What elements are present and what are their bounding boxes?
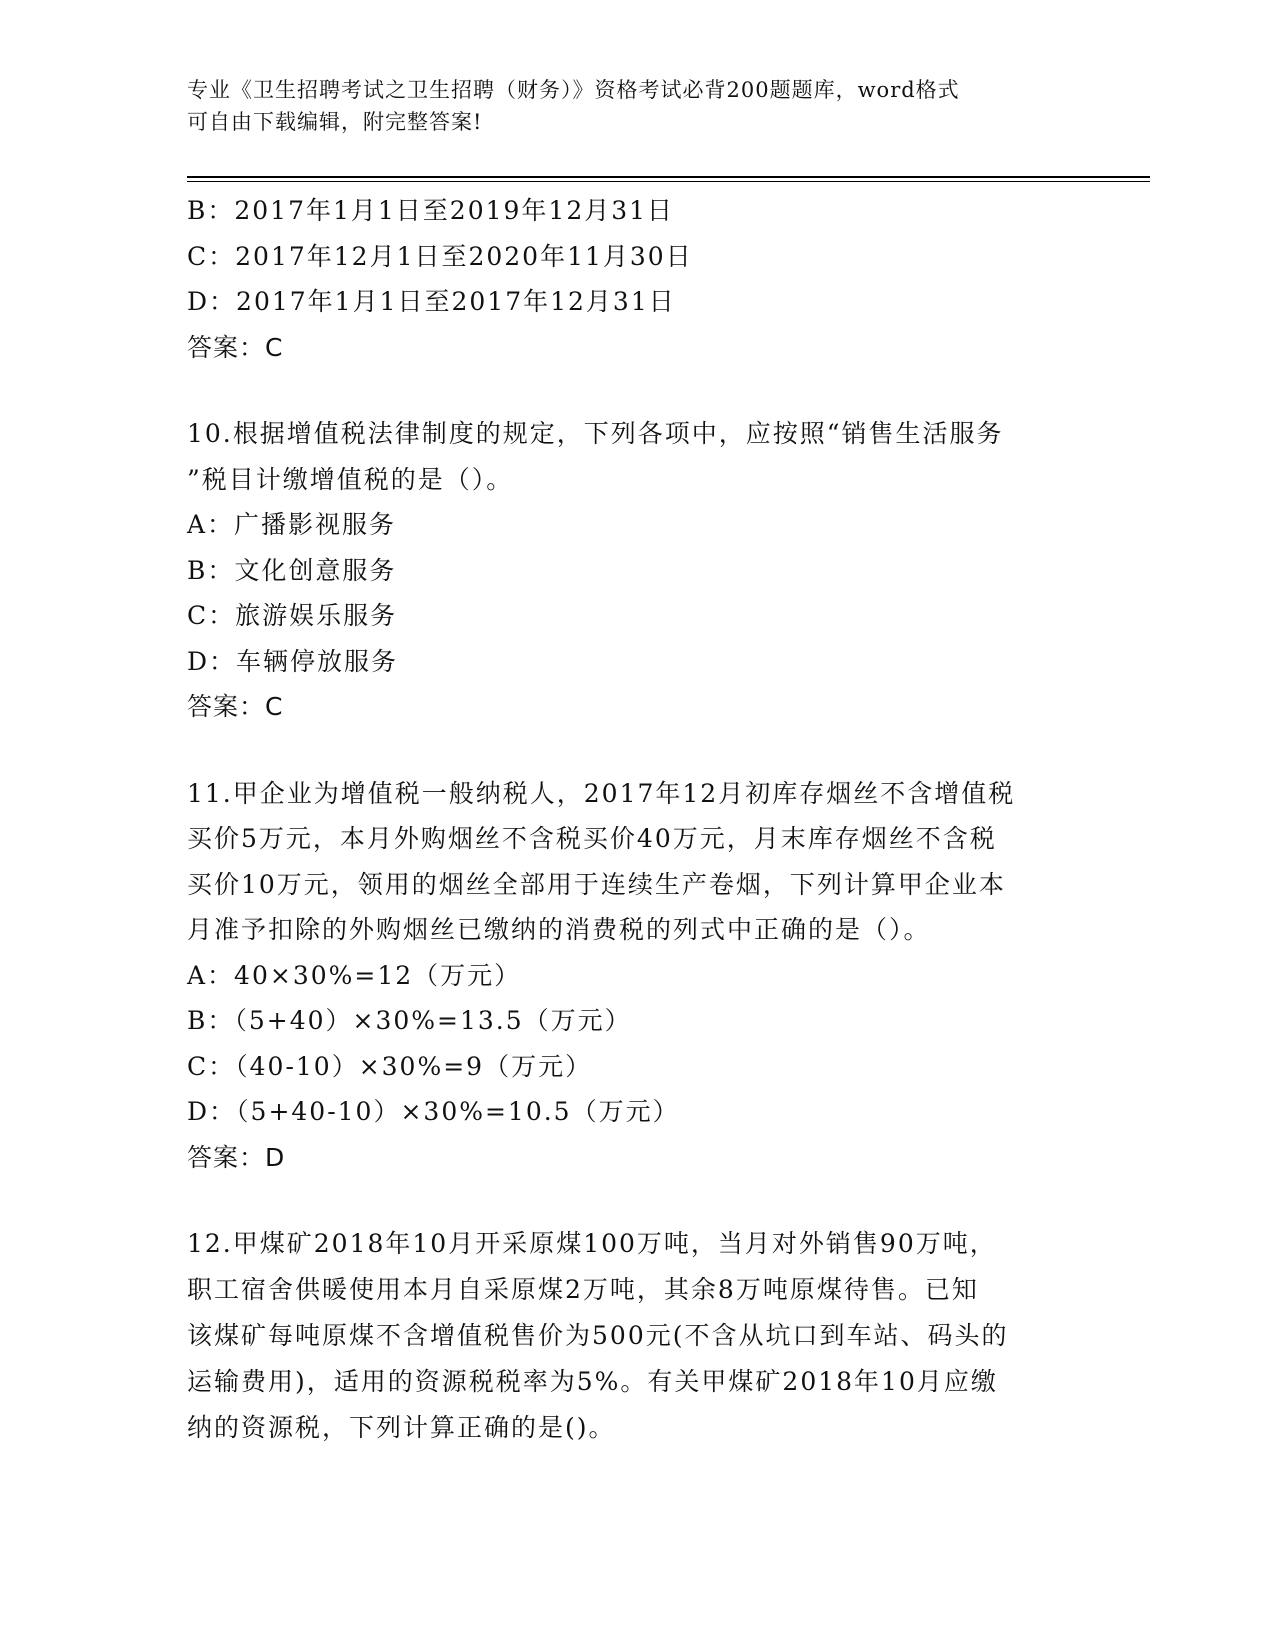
question-9-tail (187, 188, 1087, 370)
option-d: D：（5+40-10）×30%=10.5（万元） (187, 1097, 680, 1126)
question-stem-line: 11.甲企业为增值税一般纳税人，2017年12月初库存烟丝不含增值税 (187, 778, 1016, 808)
option-c: C：旅游娱乐服务 (187, 601, 398, 630)
question-stem-line: 买价5万元，本月外购烟丝不含税买价40万元，月末库存烟丝不含税 (187, 824, 997, 853)
question-12 (187, 1221, 1087, 1451)
option-d: D：车辆停放服务 (187, 646, 399, 676)
question-10 (187, 411, 1087, 730)
header-rule-thin (187, 181, 1150, 182)
document-header (187, 74, 1087, 138)
option-c: C：（40-10）×30%=9（万元） (187, 1051, 593, 1081)
question-content (187, 188, 1087, 1451)
header-line-1: 专业《卫生招聘考试之卫生招聘（财务）》资格考试必背200题题库，word格式 (187, 78, 960, 102)
question-stem-line: 买价10万元，领用的烟丝全部用于连续生产卷烟，下列计算甲企业本 (187, 869, 1006, 899)
question-gap (187, 370, 1087, 411)
option-b: B：2017年1月1日至2019年12月31日 (187, 196, 675, 225)
question-11 (187, 771, 1087, 1181)
option-b: B：（5+40）×30%=13.5（万元） (187, 1006, 632, 1035)
answer-line: 答案：C (187, 332, 284, 362)
answer-line: 答案：D (187, 1142, 286, 1172)
question-stem-line: 运输费用)，适用的资源税税率为5%。有关甲煤矿2018年10月应缴 (187, 1367, 998, 1396)
option-b: B：文化创意服务 (187, 555, 397, 585)
question-gap (187, 730, 1087, 771)
option-a: A：40×30%=12（万元） (187, 960, 522, 990)
option-c: C：2017年12月1日至2020年11月30日 (187, 241, 693, 271)
question-stem-line: 12.甲煤矿2018年10月开采原煤100万吨，当月对外销售90万吨， (187, 1229, 997, 1258)
question-stem-line: 职工宿舍供暖使用本月自采原煤2万吨，其余8万吨原煤待售。已知 (187, 1275, 979, 1304)
question-gap (187, 1180, 1087, 1221)
question-stem-line: 10.根据增值税法律制度的规定，下列各项中，应按照“销售生活服务 (187, 419, 1004, 448)
question-stem-line: 该煤矿每吨原煤不含增值税售价为500元(不含从坑口到车站、码头的 (187, 1321, 1009, 1350)
header-line-2: 可自由下载编辑，附完整答案! (187, 110, 483, 134)
header-rule-thick (187, 176, 1150, 178)
answer-line: 答案：C (187, 692, 284, 721)
question-stem-line: 纳的资源税，下列计算正确的是()。 (187, 1413, 616, 1442)
question-stem-line: ”税目计缴增值税的是（）。 (187, 464, 514, 494)
question-stem-line: 月准予扣除的外购烟丝已缴纳的消费税的列式中正确的是（）。 (187, 915, 931, 944)
option-d: D：2017年1月1日至2017年12月31日 (187, 287, 676, 316)
option-a: A：广播影视服务 (187, 510, 397, 539)
